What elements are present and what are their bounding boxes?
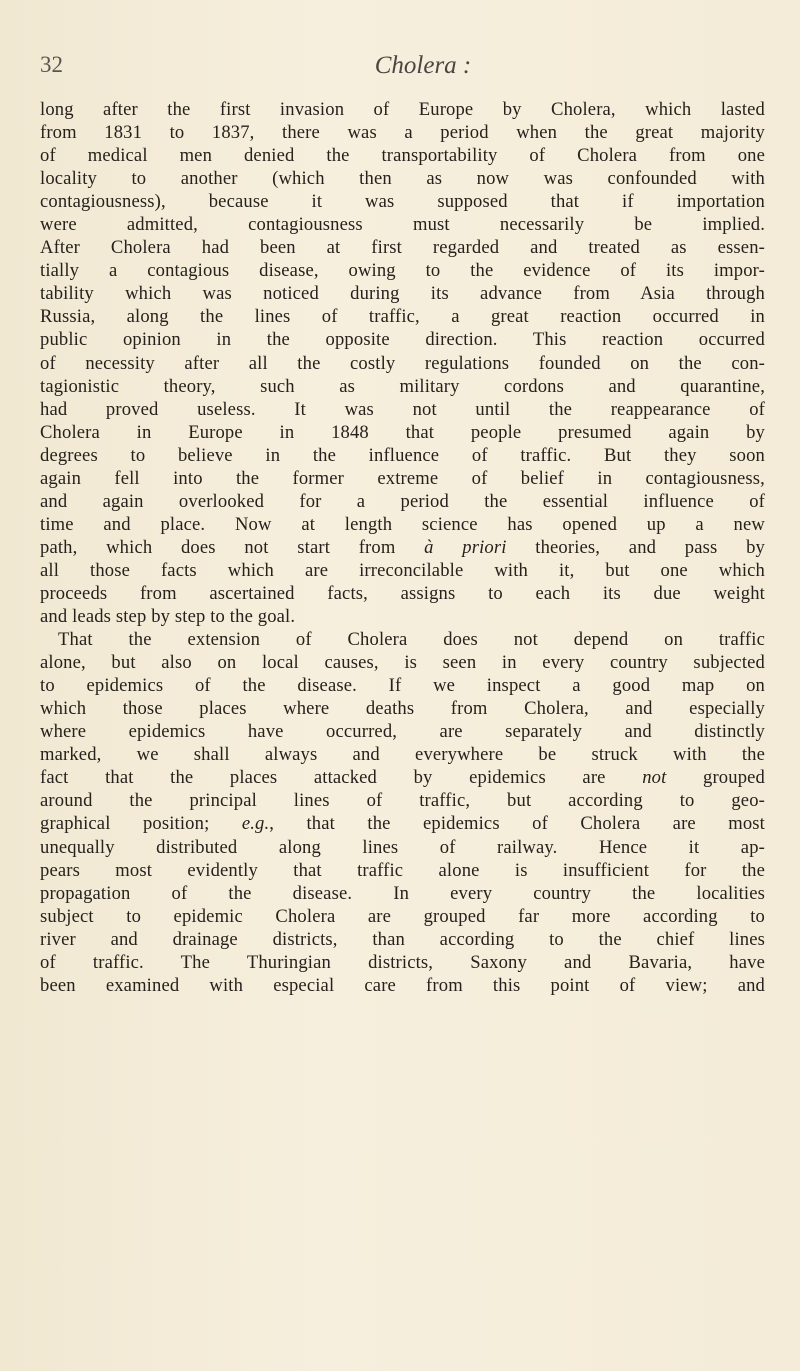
text-line: all those facts which are irreconcilable with it, but one which <box>40 559 765 581</box>
italic-text-run: à priori <box>424 536 507 558</box>
text-line: That the extension of Cholera does not depend on traffic <box>58 629 765 651</box>
text-run: graphical position; <box>40 813 242 835</box>
italic-text-run: e.g. <box>241 813 270 835</box>
text-run: , that the epidemics of Cholera are most <box>269 813 765 835</box>
text-line: contagiousness), because it was supposed that if importation <box>40 191 765 213</box>
text-line: proceeds from ascertained facts, assigns to each its due weight <box>40 582 765 604</box>
running-title: Cholera : <box>374 52 472 79</box>
text-line: were admitted, contagiousness must necessarily be implied. <box>40 214 765 236</box>
text-line: from 1831 to 1837, there was a period when the great majority <box>40 122 765 144</box>
text-line: to epidemics of the disease. If we inspect a good map on <box>40 675 765 697</box>
text-line: of necessity after all the costly regulations founded on the con- <box>40 352 765 374</box>
text-line: been examined with especial care from this point of view; and <box>40 974 765 996</box>
text-line: public opinion in the opposite direction. This reaction occurred <box>40 329 765 351</box>
text-line: degrees to believe in the influence of traffic. But they soon <box>40 444 765 466</box>
text-line: marked, we shall always and everywhere be struck with the <box>40 744 765 766</box>
running-head <box>40 52 770 86</box>
text-line: locality to another (which then as now was confounded with <box>40 168 765 190</box>
text-line: subject to epidemic Cholera are grouped far more according to <box>40 905 765 927</box>
text-line: again fell into the former extreme of belief in contagiousness, <box>40 467 765 489</box>
text-line: tability which was noticed during its advance from Asia through <box>40 283 765 305</box>
text-line: river and drainage districts, than according to the chief lines <box>40 928 765 950</box>
text-line: After Cholera had been at first regarded and treated as essen- <box>40 237 765 259</box>
text-run: grouped <box>666 767 765 789</box>
text-run: theories, and pass by <box>506 536 765 558</box>
text-line: Russia, along the lines of traffic, a great reaction occurred in <box>40 306 765 328</box>
text-line: and leads step by step to the goal. <box>40 606 296 628</box>
text-line: where epidemics have occurred, are separately and distinctly <box>40 721 765 743</box>
text-run: path, which does not start from <box>40 536 425 558</box>
text-line: around the principal lines of traffic, but according to geo- <box>40 790 765 812</box>
body-text <box>40 98 765 997</box>
text-line: of medical men denied the transportability of Cholera from one <box>40 145 765 167</box>
text-line: which those places where deaths from Cholera, and especially <box>40 698 765 720</box>
text-line: tagionistic theory, such as military cordons and quarantine, <box>40 375 765 397</box>
text-line: unequally distributed along lines of railway. Hence it ap- <box>40 836 765 858</box>
text-line: Cholera in Europe in 1848 that people presumed again by <box>40 421 765 443</box>
text-line: long after the first invasion of Europe by Cholera, which lasted <box>40 99 765 120</box>
page-number: 32 <box>40 52 63 77</box>
text-line: pears most evidently that traffic alone is insufficient for the <box>40 859 765 881</box>
text-line: of traffic. The Thuringian districts, Saxony and Bavaria, have <box>40 951 765 973</box>
text-line: tially a contagious disease, owing to the evidence of its impor- <box>40 260 765 282</box>
text-line: alone, but also on local causes, is seen in every country subjected <box>40 652 765 674</box>
text-line: time and place. Now at length science has opened up a new <box>40 513 765 535</box>
text-line <box>40 766 765 789</box>
text-run: fact that the places attacked by epidemics are <box>40 767 643 789</box>
text-line <box>40 536 765 559</box>
text-line: had proved useless. It was not until the reappearance of <box>40 398 765 420</box>
italic-text-run: not <box>642 767 667 789</box>
text-line: and again overlooked for a period the essential influence of <box>40 490 765 512</box>
text-line <box>40 812 765 835</box>
text-line: propagation of the disease. In every country the localities <box>40 882 765 904</box>
